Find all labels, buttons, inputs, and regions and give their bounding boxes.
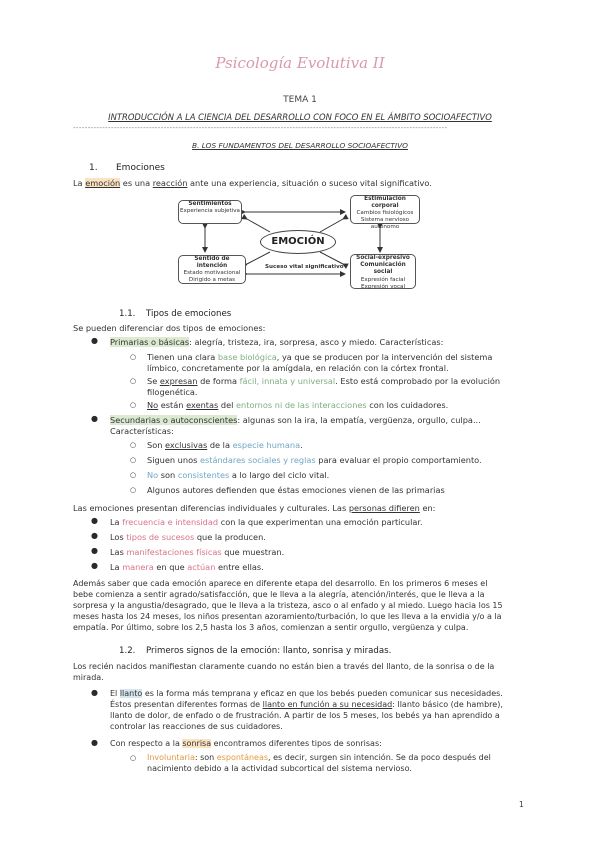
estimulacion-title: Estimulación corporal	[364, 196, 406, 210]
sentimientos-title: Sentimientos	[188, 201, 232, 207]
secundarias-line-2: Características:	[110, 426, 174, 436]
llanto-line-1: El llanto es la forma más temprana y eficaz en que los bebés pueden comunicar sus necesidades.	[110, 689, 503, 698]
difference-item-4: La manera en que actúan entre ellas.	[110, 562, 264, 572]
development-paragraph-3: sorpresa y la angustia/desagrado, que le lleva a la tristeza, asco o al enfado y al miedo. Luego hacia los 15	[73, 601, 503, 610]
bullet-d4: ●	[91, 561, 98, 570]
section-1-1-number: 1.1.	[119, 309, 136, 319]
arrow-diag-tl	[247, 219, 270, 232]
signs-intro-1: Los recién nacidos manifiestan claramente cuando no están bien a través del llanto, de la sonrisa o de la	[73, 662, 495, 671]
estimulacion-sub1: Cambios fisiológicos	[356, 210, 414, 217]
social-sub2: Expresión facial	[360, 276, 406, 283]
circle-bullet-s4: ○	[130, 486, 137, 494]
circle-bullet-p3: ○	[130, 401, 137, 409]
section-1-number: 1.	[89, 163, 98, 173]
emotion-diagram	[175, 194, 440, 294]
circle-bullet-involuntaria: ○	[130, 754, 137, 762]
llanto-line-4: controlar las reacciones de sus cuidadores.	[110, 722, 283, 731]
sentido-title: Sentido de intención	[194, 256, 230, 270]
differences-intro: Las emociones presentan diferencias individuales y culturales. Las personas difieren en:	[73, 503, 436, 513]
difference-item-3: Las manifestaciones físicas que muestran.	[110, 547, 285, 557]
page-number: 1	[518, 800, 524, 809]
circle-bullet-s3: ○	[130, 471, 137, 479]
emocion-term: emoción	[85, 178, 121, 188]
signs-intro-2: mirada.	[73, 673, 104, 682]
secundarias-item-2: Siguen unos estándares sociales y reglas para evaluar el propio comportamiento.	[147, 455, 482, 465]
circle-bullet-s2: ○	[130, 456, 137, 464]
circle-bullet-s1: ○	[130, 441, 137, 449]
section-1-2-number: 1.2.	[119, 646, 136, 656]
document-title: Psicología Evolutiva II	[215, 54, 385, 72]
secundarias-label: Secundarias o autoconscientes	[110, 415, 238, 425]
sentido-sub2: Dirigido a metas	[188, 277, 236, 284]
arrow-diag-br	[320, 252, 343, 264]
bullet-d3: ●	[91, 546, 98, 555]
social-sub1: Comunicación social	[360, 262, 406, 276]
box-social	[350, 254, 416, 289]
development-paragraph-2: bebe comienza a sentir agrado/satisfacción, que le lleva a la alegría, atención/interés, que le lleva a la	[73, 590, 485, 599]
section-heading: B. LOS FUNDAMENTOS DEL DESARROLLO SOCIOAFECTIVO	[192, 141, 408, 150]
suceso-label: Suceso vital significativo	[265, 264, 344, 270]
sentimientos-sub: Experiencia subjetiva	[179, 208, 240, 215]
secundarias-line: Secundarias o autoconscientes: algunas son la ira, la empatía, vergüenza, orgullo, culpa...	[110, 415, 481, 425]
social-sub3: Expresión vocal	[360, 283, 406, 290]
emocion-ellipse: EMOCIÓN	[260, 230, 336, 254]
social-title: Social-expresivo	[356, 255, 410, 261]
llanto-term: llanto	[119, 689, 143, 698]
bullet-primarias: ●	[91, 336, 98, 345]
section-1-2-heading: Primeros signos de la emoción: llanto, sonrisa y miradas.	[146, 646, 392, 656]
llanto-line-2: Éstos presentan diferentes formas de llanto en función a su necesidad: llanto básico (de hambre),	[110, 700, 503, 709]
tema-label: TEMA 1	[283, 95, 317, 105]
bullet-sonrisa: ●	[91, 738, 98, 747]
llanto-line-3: llanto de dolor, de enfado o de frustración. A partir de los 5 meses, los bebés ya han aprendido a	[110, 711, 500, 720]
primarias-label: Primarias o básicas	[110, 337, 190, 347]
circle-bullet-p2: ○	[130, 377, 137, 385]
section-1-1-heading: Tipos de emociones	[146, 309, 232, 319]
arrow-diag-bl	[247, 252, 270, 264]
box-sentido	[178, 255, 246, 284]
difference-item-1: La frecuencia e intensidad con la que experimentan una emoción particular.	[110, 517, 423, 527]
dashed-divider: --------------------------------------------------------------------------------------------------------------------------------	[73, 124, 448, 132]
primarias-item-3: No están exentas del entornos ni de las interacciones con los cuidadores.	[147, 400, 449, 410]
sonrisa-term: sonrisa	[182, 739, 212, 748]
intro-heading: INTRODUCCIÓN A LA CIENCIA DEL DESARROLLO CON FOCO EN EL ÁMBITO SOCIOAFECTIVO	[108, 112, 492, 122]
development-paragraph-1: Además saber que cada emoción aparece en diferente etapa del desarrollo. En los primeros 6 meses el	[73, 579, 488, 588]
bullet-secundarias: ●	[91, 414, 98, 423]
box-estimulacion	[350, 195, 420, 231]
types-intro: Se pueden diferenciar dos tipos de emociones:	[73, 323, 266, 333]
reaccion-term: reacción	[152, 178, 188, 188]
sentido-sub1: Estado motivacional	[183, 270, 241, 277]
secundarias-item-3: No son consistentes a lo largo del ciclo vital.	[147, 470, 330, 480]
primarias-item-1-cont: límbico, concretamente por la amígdala, en relación con la córtex frontal.	[147, 363, 449, 373]
bullet-d1: ●	[91, 516, 98, 525]
sonrisa-line: Con respecto a la sonrisa encontramos diferentes tipos de sonrisas:	[110, 739, 382, 748]
development-paragraph-5: empatía. Por último, sobre los 2,5 hasta los 3 años, comienzan a sentir orgullo, vergüenza y culpa.	[73, 623, 469, 632]
involuntaria-line-1: Involuntaria: son espontáneas, es decir, surgen sin intención. Se da poco después del	[147, 753, 491, 762]
involuntaria-line-2: nacimiento debido a la actividad subcortical del sistema nervioso.	[147, 764, 412, 773]
bullet-d2: ●	[91, 531, 98, 540]
box-sentimientos	[178, 200, 242, 224]
primarias-item-2: Se expresan de forma fácil, innata y universal. Esto está comprobado por la evolución	[147, 376, 501, 386]
section-1-heading: Emociones	[116, 163, 165, 173]
emotion-definition: La emoción es una reacción ante una experiencia, situación o suceso vital significativo.	[73, 178, 432, 188]
bullet-llanto: ●	[91, 688, 98, 697]
circle-bullet-p1: ○	[130, 353, 137, 361]
primarias-item-1: Tienen una clara base biológica, ya que se producen por la intervención del sistema	[147, 352, 493, 362]
secundarias-item-4: Algunos autores defienden que éstas emociones vienen de las primarias	[147, 485, 445, 495]
arrow-diag-tr	[320, 219, 343, 232]
primarias-item-2-cont: filogenética.	[147, 387, 198, 397]
development-paragraph-4: meses hasta los 24 meses, los niños presentan azoramiento/turbación, lo que les lleva a la envidia y/o a la	[73, 612, 502, 621]
secundarias-item-1: Son exclusivas de la especie humana.	[147, 440, 303, 450]
estimulacion-sub2: Sistema nervioso autónomo	[360, 217, 410, 231]
difference-item-2: Los tipos de sucesos que la producen.	[110, 532, 266, 542]
primarias-line: Primarias o básicas: alegría, tristeza, ira, sorpresa, asco y miedo. Características:	[110, 337, 444, 347]
